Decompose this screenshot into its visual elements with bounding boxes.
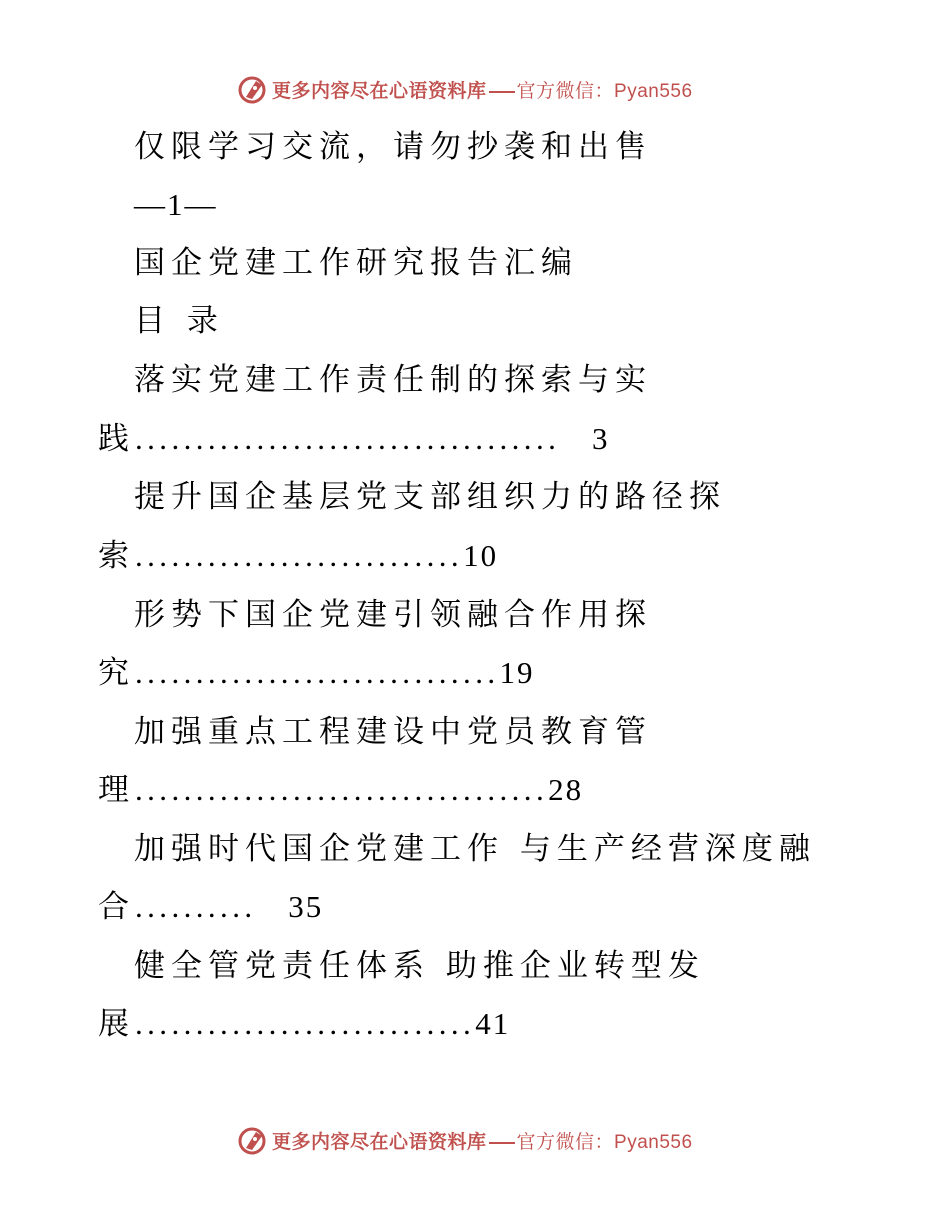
- toc-entry-continuation: 合.......... 35: [98, 889, 324, 925]
- toc-entry-continuation: 理..................................28: [98, 772, 584, 808]
- pen-nib-logo-icon: [236, 1124, 268, 1156]
- toc-page-number: 3: [591, 421, 610, 456]
- toc-page-number: 19: [499, 655, 535, 690]
- watermark-text: 更多内容尽在心语资料库 官方微信：Pyan556: [272, 1130, 693, 1153]
- toc-entry-title: 提升国企基层党支部组织力的路径探: [134, 479, 726, 515]
- toc-page-number: 41: [475, 1006, 511, 1041]
- toc-entry-continuation: 索...........................10: [98, 538, 499, 574]
- page-number: —1—: [134, 187, 218, 222]
- toc-page-number: 10: [463, 538, 499, 573]
- usage-notice: 仅限学习交流，请勿抄袭和出售: [134, 129, 652, 165]
- watermark-text: 更多内容尽在心语资料库 官方微信：Pyan556: [272, 79, 693, 102]
- watermark-header: [236, 72, 693, 106]
- toc-page-number: 28: [548, 772, 584, 807]
- document-title: 国企党建工作研究报告汇编: [134, 245, 578, 281]
- toc-entry-title: 形势下国企党建引领融合作用探: [134, 597, 652, 633]
- toc-entry-title: 加强时代国企党建工作 与生产经营深度融: [134, 831, 816, 867]
- toc-entry-title: 加强重点工程建设中党员教育管: [134, 714, 652, 750]
- toc-heading: 目 录: [134, 303, 224, 339]
- watermark-footer: [236, 1123, 693, 1157]
- toc-entry-continuation: 究..............................19: [98, 655, 535, 691]
- pen-nib-logo-icon: [236, 73, 268, 105]
- toc-entry-continuation: 践................................... 3: [98, 421, 610, 457]
- toc-page-number: 35: [288, 889, 324, 924]
- toc-entry-title: 健全管党责任体系 助推企业转型发: [134, 948, 705, 984]
- toc-entry-continuation: 展............................41: [98, 1006, 511, 1042]
- toc-entry-title: 落实党建工作责任制的探索与实: [134, 362, 652, 398]
